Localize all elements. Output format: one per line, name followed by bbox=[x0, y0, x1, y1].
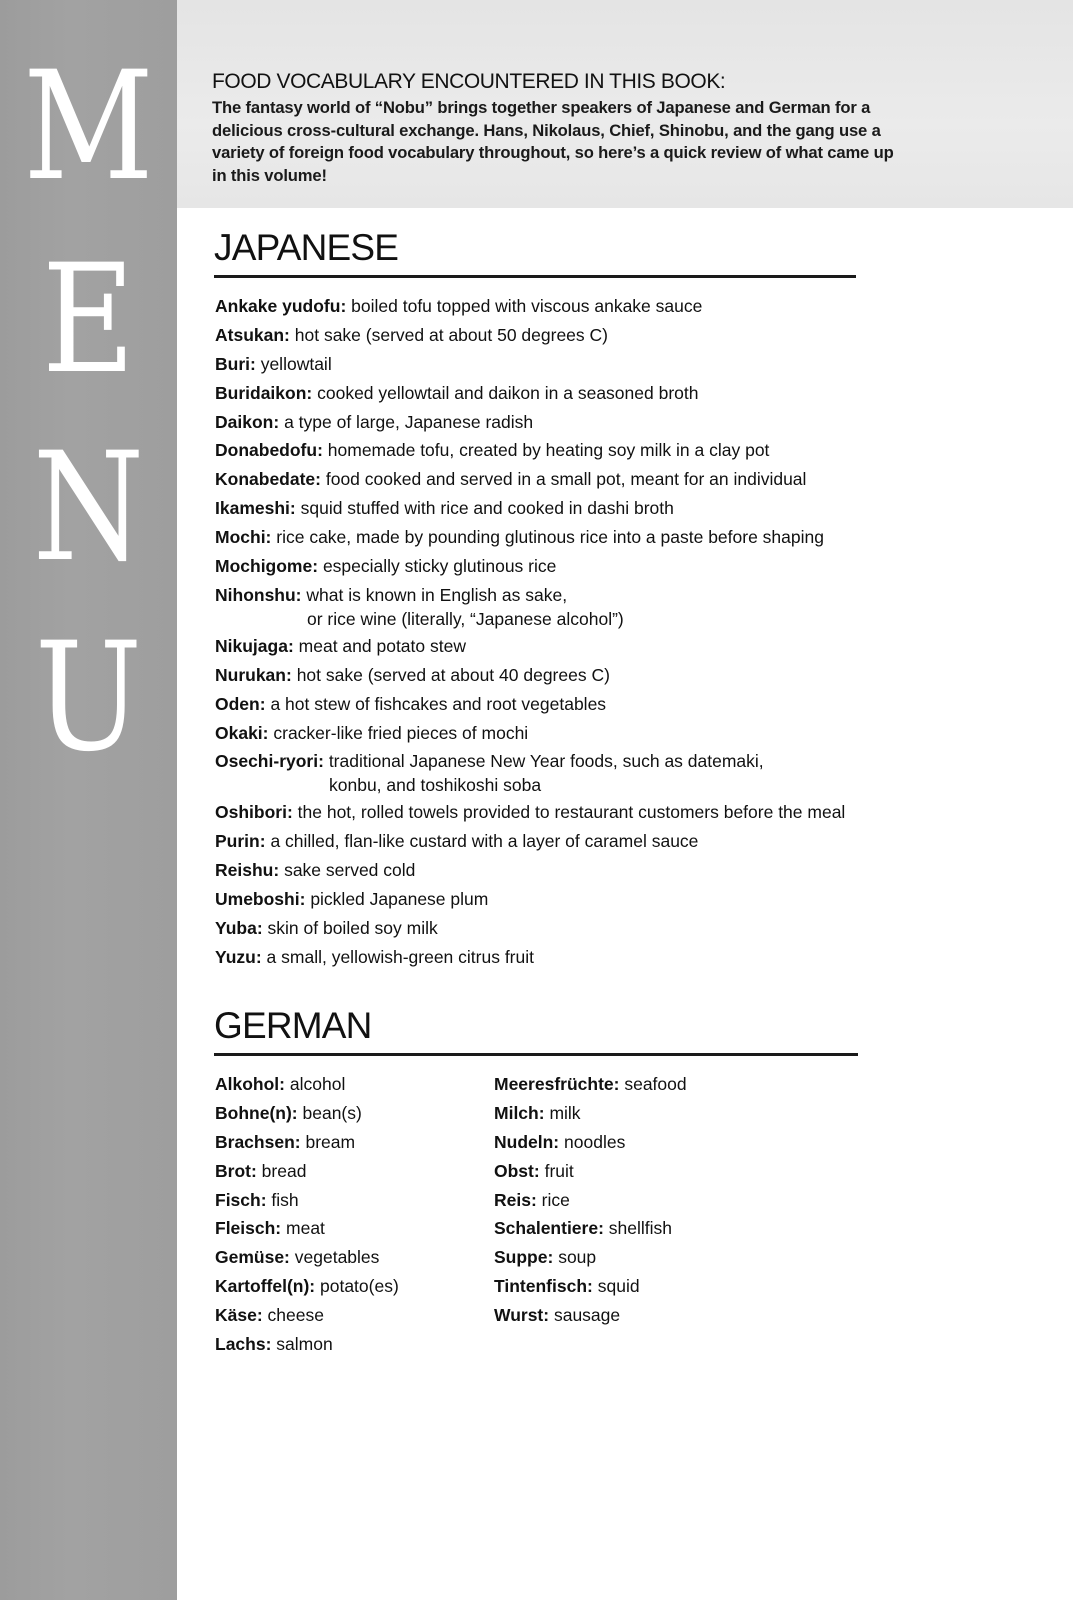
vocab-term: Okaki: bbox=[215, 722, 269, 743]
vocab-definition: pickled Japanese plum bbox=[310, 889, 489, 910]
vocab-entry bbox=[215, 525, 845, 554]
vocab-entry bbox=[494, 1188, 687, 1217]
vocab-definition: noodles bbox=[564, 1131, 626, 1152]
vocab-entry bbox=[215, 945, 845, 974]
vocab-term: Obst: bbox=[494, 1160, 540, 1181]
vocab-term: Umeboshi: bbox=[215, 889, 306, 910]
sidebar-letter-u: U bbox=[34, 611, 143, 785]
vocab-definition: skin of boiled soy milk bbox=[267, 918, 438, 939]
vocab-entry bbox=[215, 887, 845, 916]
vocab-definition: especially sticky glutinous rice bbox=[322, 556, 557, 577]
vocab-definition: fruit bbox=[544, 1160, 574, 1181]
vocab-definition-continued: or rice wine (literally, “Japanese alcohol”) bbox=[307, 608, 624, 629]
vocab-definition: shellfish bbox=[608, 1218, 673, 1239]
vocab-term: Kartoffel(n): bbox=[215, 1276, 316, 1297]
sidebar-letter-n: N bbox=[32, 421, 145, 595]
vocab-term: Purin: bbox=[215, 831, 266, 852]
vocab-definition: sausage bbox=[553, 1305, 621, 1326]
vocab-entry bbox=[494, 1274, 687, 1303]
vocab-definition: a chilled, flan-like custard with a layer of caramel sauce bbox=[270, 831, 699, 852]
japanese-heading: JAPANESE bbox=[214, 227, 399, 268]
vocab-definition: yellowtail bbox=[260, 353, 332, 374]
vocab-entry bbox=[215, 692, 845, 721]
vocab-entry bbox=[215, 467, 845, 496]
japanese-divider bbox=[214, 275, 856, 278]
menu-sidebar bbox=[0, 0, 177, 1600]
vocab-definition: hot sake (served at about 50 degrees C) bbox=[294, 324, 608, 345]
vocab-entry bbox=[215, 583, 845, 634]
vocab-term: Milch: bbox=[494, 1102, 545, 1123]
vocab-entry bbox=[215, 381, 845, 410]
vocab-definition: food cooked and served in a small pot, meant for an individual bbox=[325, 469, 807, 490]
vocab-definition: soup bbox=[558, 1247, 597, 1268]
vocab-definition: milk bbox=[549, 1102, 581, 1123]
vocab-term: Buri: bbox=[215, 353, 256, 374]
vocab-term: Mochigome: bbox=[215, 556, 319, 577]
vocab-definition: salmon bbox=[276, 1334, 333, 1355]
vocab-definition: meat and potato stew bbox=[298, 635, 466, 656]
vocab-definition: homemade tofu, created by heating soy milk in a clay pot bbox=[327, 440, 770, 461]
vocab-definition: cracker-like fried pieces of mochi bbox=[273, 722, 529, 743]
vocab-entry bbox=[494, 1101, 687, 1130]
german-vocabulary-right-column bbox=[494, 1072, 687, 1332]
vocab-term: Atsukan: bbox=[215, 324, 290, 345]
vocab-entry bbox=[494, 1159, 687, 1188]
vocab-term: Meeresfrüchte: bbox=[494, 1074, 620, 1094]
vocab-entry bbox=[215, 294, 845, 323]
vocab-term: Wurst: bbox=[494, 1305, 550, 1326]
japanese-vocabulary-list bbox=[215, 294, 845, 974]
vocab-definition: squid bbox=[597, 1276, 640, 1297]
vocab-entry bbox=[215, 438, 845, 467]
vocab-entry bbox=[215, 1101, 399, 1130]
vocab-term: Suppe: bbox=[494, 1247, 554, 1268]
vocab-definition: boiled tofu topped with viscous ankake sauce bbox=[351, 296, 703, 316]
vocab-term: Donabedofu: bbox=[215, 440, 323, 461]
vocab-definition: meat bbox=[286, 1218, 325, 1239]
vocab-entry bbox=[494, 1216, 687, 1245]
vocab-definition: fish bbox=[271, 1189, 299, 1210]
vocab-entry bbox=[215, 554, 845, 583]
vocab-term: Nurukan: bbox=[215, 664, 292, 685]
vocab-term: Bohne(n): bbox=[215, 1102, 298, 1123]
vocab-term: Fisch: bbox=[215, 1189, 267, 1210]
vocab-definition: a small, yellowish-green citrus fruit bbox=[266, 946, 534, 967]
vocab-definition: bean(s) bbox=[302, 1102, 362, 1123]
german-divider bbox=[214, 1053, 858, 1056]
intro-body: The fantasy world of “Nobu” brings together speakers of Japanese and German for a delicious cross-cultural exchange. Hans, Nikolaus, Chief, Shinobu, and the gang use a variety of foreign food vocabulary throughout, so here’s a quick review of what came up in this volume! bbox=[212, 98, 894, 185]
vocab-definition: what is known in English as sake, bbox=[306, 584, 568, 605]
vocab-entry bbox=[215, 858, 845, 887]
vocab-definition: cheese bbox=[267, 1305, 324, 1326]
vocab-term: Nihonshu: bbox=[215, 584, 302, 605]
sidebar-letter-m: M bbox=[23, 40, 154, 214]
vocab-entry bbox=[215, 1245, 399, 1274]
vocab-term: Brachsen: bbox=[215, 1131, 301, 1152]
vocab-entry bbox=[494, 1245, 687, 1274]
german-heading: GERMAN bbox=[214, 1005, 372, 1046]
vocab-term: Tintenfisch: bbox=[494, 1276, 593, 1297]
vocab-term: Mochi: bbox=[215, 527, 272, 548]
vocab-term: Konabedate: bbox=[215, 469, 321, 490]
vocab-term: Reishu: bbox=[215, 860, 280, 881]
vocab-definition: a type of large, Japanese radish bbox=[284, 411, 534, 432]
vocab-term: Yuba: bbox=[215, 918, 263, 939]
vocab-term: Alkohol: bbox=[215, 1074, 285, 1094]
vocab-term: Schalentiere: bbox=[494, 1218, 604, 1239]
vocab-entry bbox=[215, 829, 845, 858]
vocab-entry bbox=[494, 1303, 687, 1332]
vocab-definition: rice bbox=[541, 1189, 570, 1210]
vocab-definition: hot sake (served at about 40 degrees C) bbox=[296, 664, 610, 685]
vocab-term: Yuzu: bbox=[215, 946, 262, 967]
vocab-definition: the hot, rolled towels provided to restaurant customers before the meal bbox=[297, 802, 846, 823]
vocab-definition: bread bbox=[261, 1160, 307, 1181]
vocab-definition: seafood bbox=[624, 1074, 687, 1094]
vocab-term: Daikon: bbox=[215, 411, 280, 432]
vocab-definition: traditional Japanese New Year foods, such as datemaki, bbox=[328, 751, 764, 772]
vocab-term: Reis: bbox=[494, 1189, 537, 1210]
vocab-term: Nudeln: bbox=[494, 1131, 560, 1152]
vocab-entry bbox=[215, 1216, 399, 1245]
vocab-definition: potato(es) bbox=[320, 1276, 399, 1297]
vocab-entry bbox=[215, 496, 845, 525]
vocab-entry bbox=[215, 323, 845, 352]
vocab-definition: sake served cold bbox=[284, 860, 416, 881]
vocab-term: Buridaikon: bbox=[215, 382, 313, 403]
vocab-entry bbox=[215, 1159, 399, 1188]
vocab-entry bbox=[494, 1130, 687, 1159]
vocab-entry bbox=[215, 916, 845, 945]
vocab-entry bbox=[215, 1188, 399, 1217]
vocab-entry bbox=[215, 1332, 399, 1361]
vocab-entry bbox=[215, 352, 845, 381]
vocab-term: Ikameshi: bbox=[215, 498, 296, 519]
vocab-entry bbox=[215, 1303, 399, 1332]
vocab-entry bbox=[215, 634, 845, 663]
vocab-term: Osechi-ryori: bbox=[215, 751, 324, 772]
vocab-entry bbox=[494, 1072, 687, 1101]
vocab-definition-continued: konbu, and toshikoshi soba bbox=[329, 775, 542, 796]
vocab-term: Käse: bbox=[215, 1305, 263, 1326]
vocab-entry bbox=[215, 749, 845, 800]
vocab-definition: vegetables bbox=[294, 1247, 380, 1268]
vocab-definition: squid stuffed with rice and cooked in dashi broth bbox=[300, 498, 674, 519]
vocab-entry bbox=[215, 800, 845, 829]
vocab-term: Fleisch: bbox=[215, 1218, 282, 1239]
vocab-definition: cooked yellowtail and daikon in a seasoned broth bbox=[317, 382, 699, 403]
vocab-entry bbox=[215, 721, 845, 750]
vocab-definition: rice cake, made by pounding glutinous rice into a paste before shaping bbox=[276, 527, 824, 548]
sidebar-letter-e: E bbox=[41, 233, 136, 407]
vocab-definition: alcohol bbox=[289, 1074, 346, 1094]
vocab-term: Gemüse: bbox=[215, 1247, 290, 1268]
vocab-term: Nikujaga: bbox=[215, 635, 294, 656]
vocab-entry bbox=[215, 1072, 399, 1101]
vocab-term: Lachs: bbox=[215, 1334, 272, 1355]
vocab-term: Brot: bbox=[215, 1160, 257, 1181]
vocab-entry bbox=[215, 1274, 399, 1303]
vocab-term: Ankake yudofu: bbox=[215, 296, 347, 316]
vocab-definition: bream bbox=[305, 1131, 356, 1152]
german-vocabulary-left-column bbox=[215, 1072, 399, 1361]
vocab-term: Oshibori: bbox=[215, 802, 293, 823]
vocab-entry bbox=[215, 410, 845, 439]
vocab-definition: a hot stew of fishcakes and root vegetables bbox=[270, 693, 607, 714]
vocab-entry bbox=[215, 663, 845, 692]
intro-title: FOOD VOCABULARY ENCOUNTERED IN THIS BOOK: bbox=[212, 70, 726, 93]
vocab-entry bbox=[215, 1130, 399, 1159]
vocab-term: Oden: bbox=[215, 693, 266, 714]
